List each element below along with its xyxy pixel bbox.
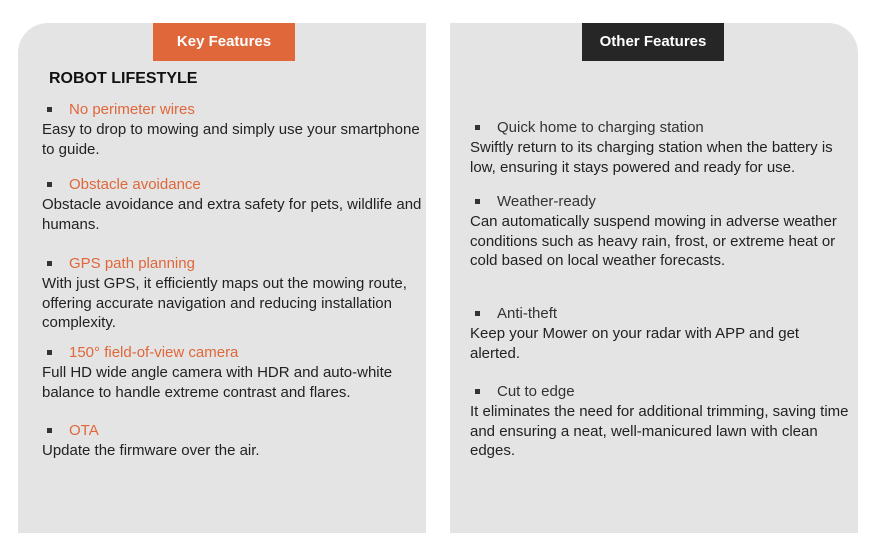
feature-description: Full HD wide angle camera with HDR and auto-white balance to handle extreme contrast and flares.: [42, 364, 393, 401]
feature-label: OTA: [69, 422, 99, 439]
bullet-icon: [47, 182, 52, 187]
feature-description: Keep your Mower on your radar with APP and get alerted.: [470, 325, 800, 362]
feature-item: [470, 382, 850, 461]
feature-item: [470, 118, 850, 177]
bullet-icon: [47, 350, 52, 355]
feature-item: [42, 254, 422, 333]
other-features-tab: Other Features: [582, 23, 724, 61]
feature-item: [42, 100, 422, 159]
feature-description: Obstacle avoidance and extra safety for pets, wildlife and humans.: [42, 196, 422, 233]
feature-label: Anti-theft: [497, 305, 558, 322]
feature-description: With just GPS, it efficiently maps out the mowing route, offering accurate navigation and reducing installation complexity.: [42, 275, 407, 331]
feature-item: [42, 175, 422, 234]
bullet-icon: [47, 107, 52, 112]
key-features-tab: Key Features: [153, 23, 295, 61]
feature-description: Can automatically suspend mowing in adverse weather conditions such as heavy rain, frost, or extreme heat or cold based on local weather forecasts.: [470, 213, 837, 269]
feature-item: [42, 343, 422, 402]
feature-label: Cut to edge: [497, 383, 575, 400]
feature-label: Weather-ready: [497, 193, 596, 210]
feature-item: [470, 304, 850, 363]
feature-description: Update the firmware over the air.: [42, 442, 260, 459]
bullet-icon: [475, 389, 480, 394]
bullet-icon: [47, 428, 52, 433]
bullet-icon: [475, 311, 480, 316]
feature-description: Easy to drop to mowing and simply use your smartphone to guide.: [42, 121, 420, 158]
feature-description: Swiftly return to its charging station when the battery is low, ensuring it stays powered and ready for use.: [470, 139, 833, 176]
feature-item: [470, 192, 850, 271]
feature-description: It eliminates the need for additional trimming, saving time and ensuring a neat, well-manicured lawn with clean edges.: [470, 403, 849, 459]
bullet-icon: [475, 199, 480, 204]
feature-label: Quick home to charging station: [497, 119, 704, 136]
bullet-icon: [47, 261, 52, 266]
feature-label: No perimeter wires: [69, 101, 195, 118]
feature-label: Obstacle avoidance: [69, 176, 201, 193]
feature-item: [42, 421, 422, 461]
feature-label: 150° field-of-view camera: [69, 344, 239, 361]
feature-label: GPS path planning: [69, 255, 195, 272]
bullet-icon: [475, 125, 480, 130]
section-title: ROBOT LIFESTYLE: [49, 70, 198, 87]
